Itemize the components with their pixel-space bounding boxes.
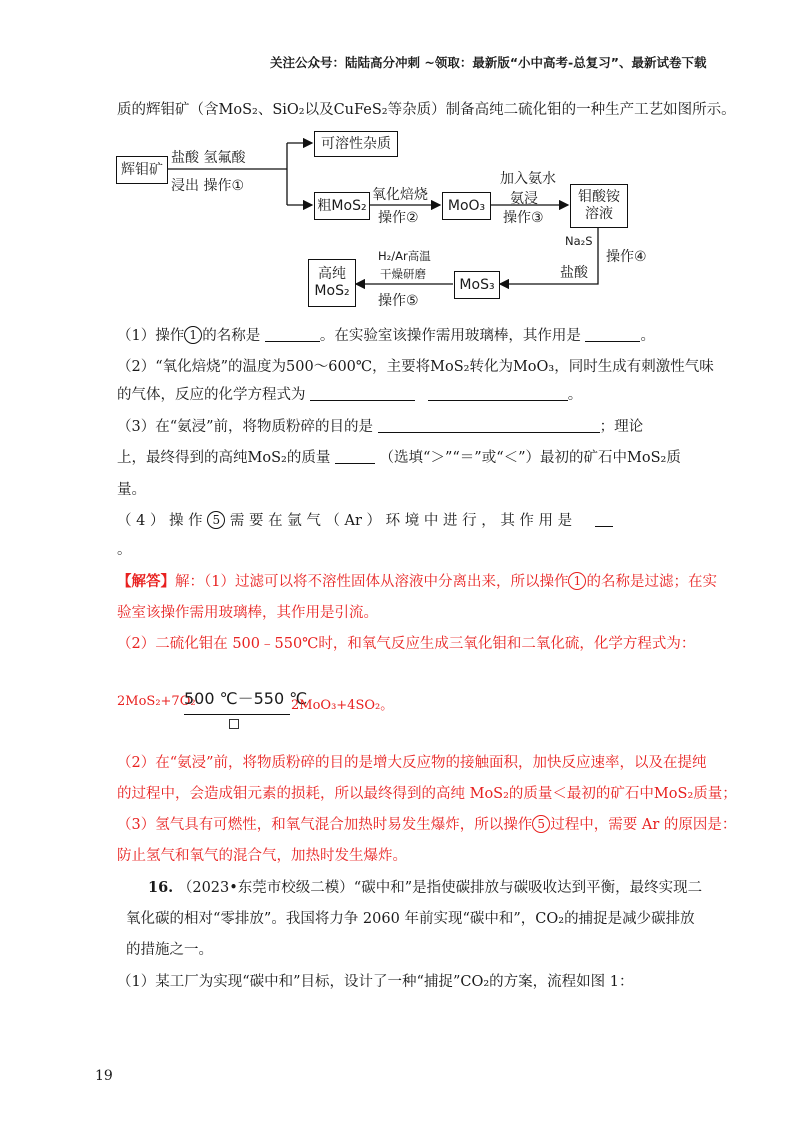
label-add-ammonia: 加入氨水: [500, 171, 556, 187]
answer-line-6: [117, 815, 736, 835]
q16-line-3: 的措施之一。: [126, 942, 213, 958]
answer-line-2: 验室该操作需用玻璃棒，其作用是引流。: [117, 605, 378, 621]
q3-answer-blank-1[interactable]: [378, 418, 600, 433]
circled-number-1: 1: [184, 326, 202, 344]
q16-line-2: 氧化碳的相对“零排放”。我国将力争 2060 年前实现“碳中和”，CO₂的捕捉是减少碳排放: [126, 911, 695, 927]
page-number: 19: [95, 1068, 113, 1084]
circled-number-5-answer: 5: [532, 815, 550, 833]
label-roast: 氧化焙烧: [372, 187, 428, 203]
q2-text: 的气体，反应的化学方程式为: [117, 387, 306, 403]
label-op3: 操作③: [503, 210, 544, 226]
question-4-line-1: [117, 511, 613, 531]
question-2-line-1: （2）“氧化焙烧”的温度为500～600℃，主要将MoS₂转化为MoO₃，同时生成有刺激性气味: [117, 359, 714, 375]
box-ore: 辉钼矿: [116, 156, 168, 184]
label-op4: 操作④: [606, 249, 647, 265]
question-1: [117, 326, 655, 346]
box-ammonium-molybdate: [570, 184, 628, 228]
equation-condition: 500 ℃－550 ℃: [184, 689, 308, 708]
question-2-line-2: [117, 385, 582, 405]
answer-line-4: （2）在“氨浸”前，将物质粉碎的目的是增大反应物的接触面积，加快反应速率，以及在提纯: [117, 755, 707, 771]
question-3-line-2: [117, 448, 681, 468]
question-4-end: 。: [117, 542, 132, 558]
label-op5: 操作⑤: [378, 293, 419, 309]
q3-answer-blank-2[interactable]: [335, 449, 375, 464]
label-hcl: 盐酸: [560, 265, 588, 281]
molybdate-line1: 钼酸铵: [578, 189, 620, 205]
answer-tag: 【解答】: [117, 573, 175, 590]
q2-end: 。: [567, 387, 583, 403]
label-na2s: Na₂S: [565, 234, 593, 248]
q3-text-c: 上，最终得到的高纯MoS₂的质量: [117, 450, 331, 466]
label-reagents-1: 盐酸 氢氟酸: [171, 150, 246, 166]
box-mos3: MoS₃: [454, 271, 500, 299]
box-soluble-impurities: 可溶性杂质: [314, 131, 398, 157]
box-crude-mos2: 粗MoS₂: [314, 192, 370, 220]
q3-text-a: （3）在“氨浸”前，将物质粉碎的目的是: [117, 419, 374, 435]
label-step-1: 浸出 操作①: [171, 178, 245, 194]
answer-line-7: 防止氢气和氧气的混合气，加热时发生爆炸。: [117, 848, 407, 864]
q1-answer-blank-1[interactable]: [265, 327, 320, 342]
q3-text-b: ；理论: [599, 419, 644, 435]
answer-text-1b: 的名称是过滤；在实: [586, 574, 717, 590]
q1-text-b: 的名称是: [202, 328, 261, 344]
answer-line-1: [117, 572, 717, 592]
q1-answer-blank-2[interactable]: [585, 327, 640, 342]
label-ammonia-leach: 氨浸: [510, 191, 538, 207]
equation-left: 2MoS₂+7O₂: [117, 694, 196, 709]
page-header: 关注公众号：陆陆高分冲刺 ~领取：最新版“小中高考-总复习”、最新试卷下载: [270, 55, 707, 70]
answer-text-1a: 解：（1）过滤可以将不溶性固体从溶液中分离出来，所以操作: [175, 574, 569, 590]
circled-number-5: 5: [207, 511, 225, 529]
q4-answer-blank[interactable]: [595, 512, 613, 527]
pure-line1: 高纯: [318, 266, 346, 282]
box-pure-mos2: [308, 259, 356, 307]
q4-text-a: （ 4 ） 操 作: [117, 513, 203, 529]
circled-number-1-answer: 1: [568, 572, 586, 590]
equation-right: 2MoO₃+4SO₂。: [291, 698, 394, 713]
question-3-line-3: 量。: [117, 482, 146, 498]
question-3-line-1: [117, 417, 643, 437]
q16-line-1: [148, 878, 702, 898]
q16-text-1: （2023•东莞市校级二模）“碳中和”是指使碳排放与碳吸收达到平衡，最终实现二: [177, 880, 703, 896]
label-dry-grind: 干燥研磨: [380, 267, 426, 281]
label-op2: 操作②: [378, 210, 419, 226]
label-h2-ar: H₂/Ar高温: [378, 249, 431, 263]
molybdate-line2: 溶液: [585, 206, 613, 222]
answer-line-5: 的过程中，会造成钼元素的损耗，所以最终得到的高纯 MoS₂的质量＜最初的矿石中MoS₂质量；: [117, 786, 737, 802]
q2-answer-blank-1[interactable]: [310, 386, 415, 401]
q3-text-d: （选填“＞”“＝”或“＜”）最初的矿石中MoS₂质: [379, 450, 681, 466]
q1-text-d: 。: [640, 328, 655, 344]
intro-text: 质的辉钼矿（含MoS₂、SiO₂以及CuFeS₂等杂质）制备高纯二硫化钼的一种生产工艺如图所示。: [117, 102, 736, 118]
answer-text-6b: 过程中，需要 Ar 的原因是：: [550, 817, 737, 833]
equation-placeholder-icon: [229, 719, 239, 729]
q1-text-c: 。在实验室该操作需用玻璃棒，其作用是: [319, 328, 581, 344]
q16-number: 16.: [148, 879, 174, 896]
q1-text-a: （1）操作: [117, 328, 185, 344]
equation-arrow-line: [184, 714, 290, 715]
answer-text-6a: （3）氢气具有可燃性，和氧气混合加热时易发生爆炸，所以操作: [117, 817, 533, 833]
q2-answer-blank-2[interactable]: [428, 386, 568, 401]
q4-text-b: 需 要 在 氩 气 （ Ar ） 环 境 中 进 行 ， 其 作 用 是: [229, 513, 573, 529]
answer-line-3: （2）二硫化钼在 500﹣550℃时，和氧气反应生成三氧化钼和二氧化硫，化学方程式为：: [117, 636, 696, 652]
box-moo3: MoO₃: [442, 192, 491, 220]
pure-line2: MoS₂: [314, 283, 350, 299]
q16-line-4: （1）某工厂为实现“碳中和”目标，设计了一种“捕捉”CO₂的方案，流程如图 1：: [117, 974, 634, 990]
